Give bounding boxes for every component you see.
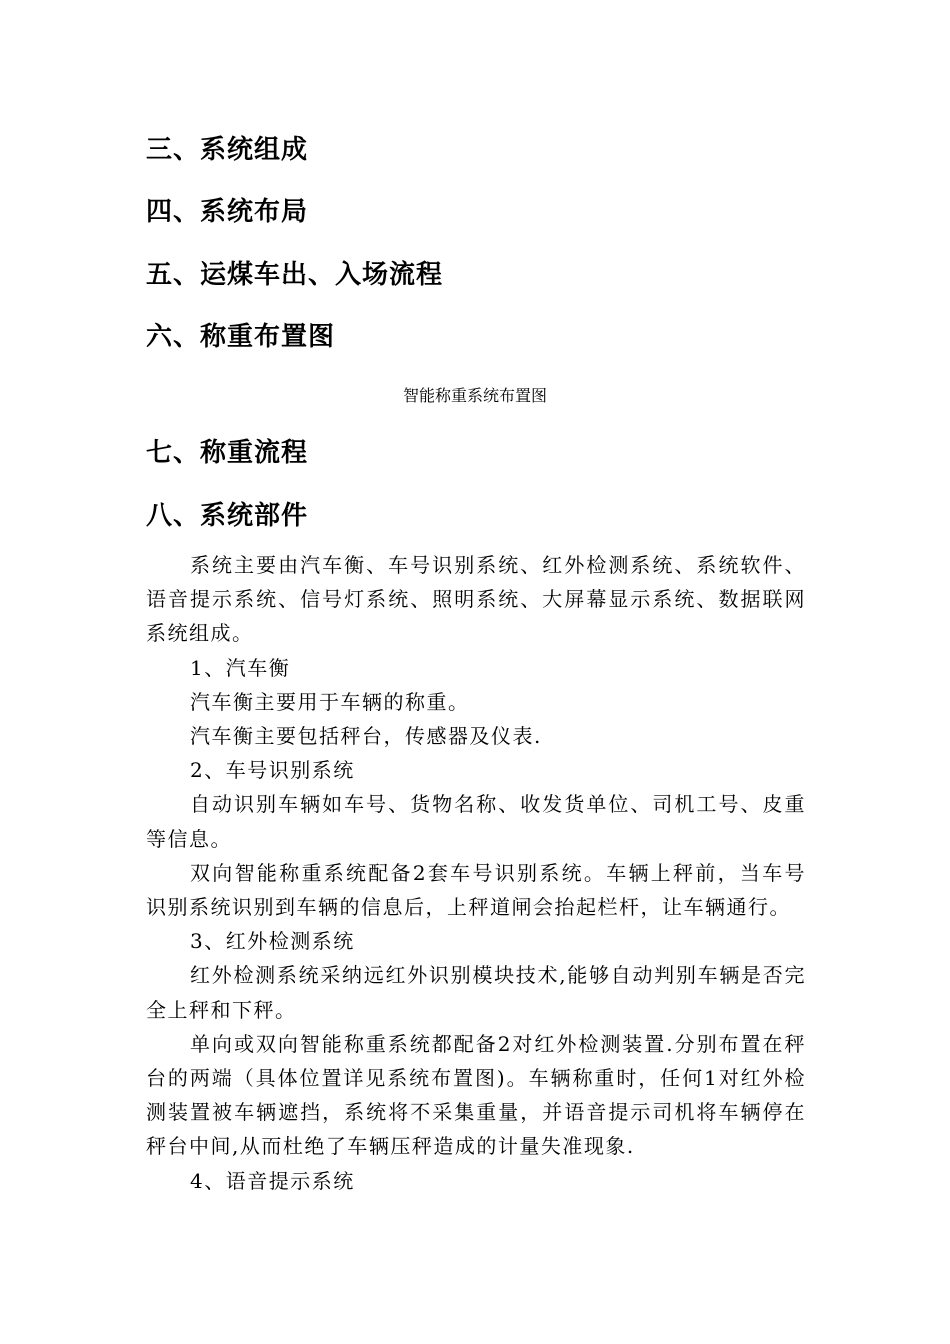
paragraph-intro: 系统主要由汽车衡、车号识别系统、红外检测系统、系统软件、语音提示系统、信号灯系统、照明系统、大屏幕显示系统、数据联网系统组成。 bbox=[146, 553, 806, 646]
figure-caption: 智能称重系统布置图 bbox=[402, 386, 547, 405]
paragraph-subheading-voice-prompt: 4、语音提示系统 bbox=[190, 1168, 355, 1193]
paragraph-subheading-infrared-detection: 3、红外检测系统 bbox=[190, 929, 355, 954]
paragraph-truck-scale-parts: 汽车衡主要包括秤台，传感器及仪表. bbox=[190, 724, 542, 749]
paragraph-subheading-plate-recognition: 2、车号识别系统 bbox=[190, 758, 355, 783]
paragraph-infrared-technology: 红外检测系统采纳远红外识别模块技术,能够自动判别车辆是否完全上秤和下秤。 bbox=[146, 963, 806, 1022]
section-heading-weighing-layout-diagram: 六、称重布置图 bbox=[146, 322, 336, 352]
section-heading-system-layout: 四、系统布局 bbox=[146, 197, 309, 227]
body-text bbox=[146, 548, 806, 1198]
section-heading-system-composition: 三、系统组成 bbox=[146, 135, 309, 165]
section-heading-truck-entry-exit-flow: 五、运煤车出、入场流程 bbox=[146, 260, 444, 290]
paragraph-plate-recognition-info: 自动识别车辆如车号、货物名称、收发货单位、司机工号、皮重等信息。 bbox=[146, 792, 806, 851]
paragraph-truck-scale-purpose: 汽车衡主要用于车辆的称重。 bbox=[190, 689, 470, 714]
paragraph-subheading-truck-scale: 1、汽车衡 bbox=[190, 655, 291, 680]
section-heading-weighing-flow: 七、称重流程 bbox=[146, 438, 309, 468]
paragraph-plate-recognition-config: 双向智能称重系统配备2套车号识别系统。车辆上秤前，当车号识别系统识别到车辆的信息后，上秤道闸会抬起栏杆，让车辆通行。 bbox=[146, 860, 806, 920]
section-heading-system-components: 八、系统部件 bbox=[146, 501, 309, 531]
paragraph-infrared-config: 单向或双向智能称重系统都配备2对红外检测装置.分别布置在秤台的两端（具体位置详见系统布置图)。车辆称重时，任何1对红外检测装置被车辆遮挡，系统将不采集重量，并语音提示司机将车辆停在秤台中间,从而杜绝了车辆压秤造成的计量失准现象. bbox=[146, 1031, 806, 1159]
